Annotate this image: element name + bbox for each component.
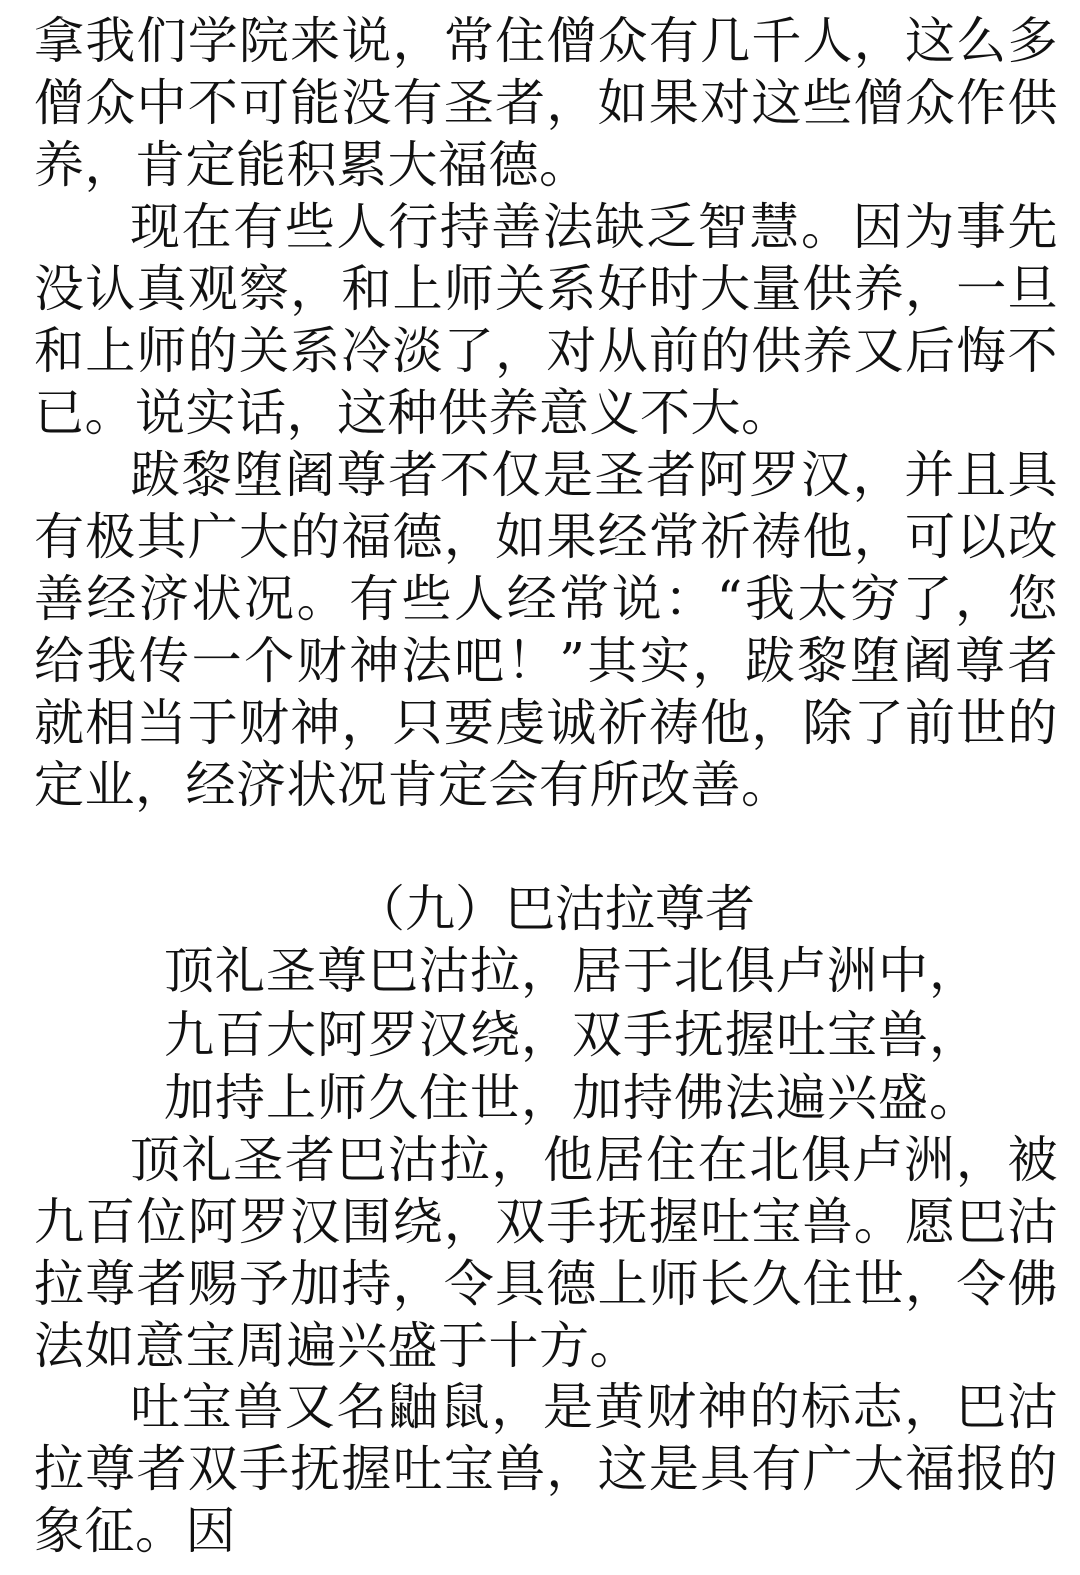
verse-line-2: 九百大阿罗汉绕，双手抚握吐宝兽，: [164, 1006, 980, 1064]
paragraph-treasure-beast: 吐宝兽又名鼬鼠，是黄财神的标志，巴沽拉尊者双手抚握吐宝兽，这是具有广大福报的象征。因: [34, 1378, 1058, 1560]
paragraph-wisdom-offering: 现在有些人行持善法缺乏智慧。因为事先没认真观察，和上师关系好时大量供养，一旦和上师的关系冷淡了，对从前的供养又后悔不已。说实话，这种供养意义不大。: [34, 198, 1058, 442]
paragraph-verse-explanation: 顶礼圣者巴沽拉，他居住在北俱卢洲，被九百位阿罗汉围绕，双手抚握吐宝兽。愿巴沽拉尊者赐予加持，令具德上师长久住世，令佛法如意宝周遍兴盛于十方。: [34, 1131, 1058, 1375]
section-heading: （九）巴沽拉尊者: [355, 880, 755, 938]
paragraph-arhat-merit: 跋黎堕阇尊者不仅是圣者阿罗汉，并且具有极其广大的福德，如果经常祈祷他，可以改善经济状况。有些人经常说：“我太穷了，您给我传一个财神法吧！”其实，跋黎堕阇尊者就相当于财神，只要虔诚祈祷他，除了前世的定业，经济状况肯定会有所改善。: [34, 446, 1058, 814]
paragraph-monastery-offering: 拿我们学院来说，常住僧众有几千人，这么多僧众中不可能没有圣者，如果对这些僧众作供养，肯定能积累大福德。: [34, 12, 1058, 194]
verse-line-3: 加持上师久住世，加持佛法遍兴盛。: [164, 1069, 980, 1127]
verse-line-1: 顶礼圣尊巴沽拉，居于北俱卢洲中，: [164, 942, 980, 1000]
